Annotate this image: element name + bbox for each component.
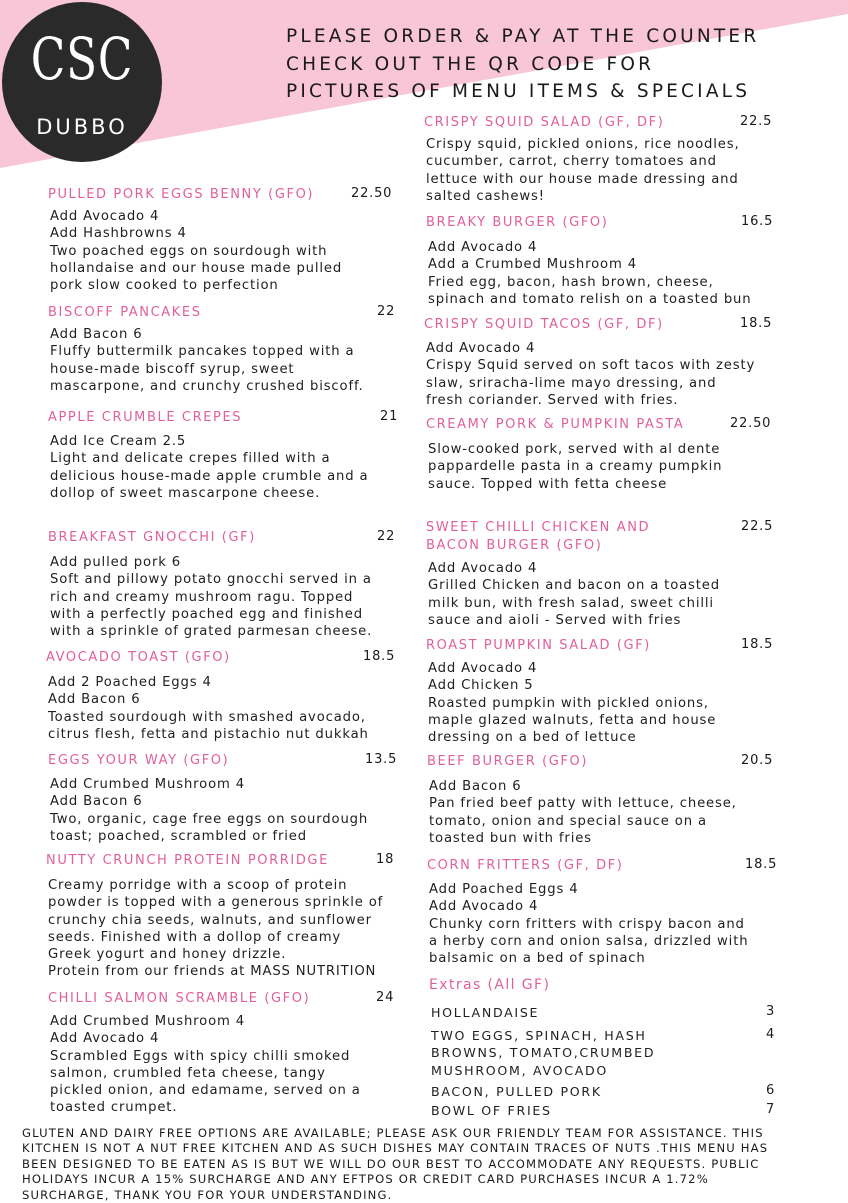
item-title: NUTTY CRUNCH PROTEIN PORRIDGE — [46, 853, 329, 868]
item-line: sauce and aioli - Served with fries — [428, 612, 682, 628]
item-line: slaw, sriracha-lime mayo dressing, and — [426, 375, 717, 391]
extra-line: BACON, PULLED PORK — [431, 1084, 602, 1099]
item-title: BISCOFF PANCAKES — [48, 305, 202, 320]
item-price: 18.5 — [740, 316, 773, 331]
item-description — [426, 340, 755, 409]
item-line: with a perfectly poached egg and finished — [50, 606, 363, 622]
extra-line: HOLLANDAISE — [431, 1005, 540, 1020]
item-line: balsamic on a bed of spinach — [429, 951, 646, 967]
extra-price: 7 — [766, 1102, 775, 1117]
extra-item — [431, 1102, 552, 1119]
item-line: sauce. Topped with fetta cheese — [428, 476, 668, 492]
item-line: salted cashews! — [426, 188, 545, 204]
header-line: PLEASE ORDER & PAY AT THE COUNTER — [286, 26, 760, 47]
item-line: hollandaise and our house made pulled — [50, 260, 343, 276]
logo-text: CSC — [30, 25, 134, 93]
footer-line: HOLIDAYS INCUR A 15% SURCHARGE AND ANY EFTPOS OR CREDIT CARD PURCHASES INCUR A 1.72% — [22, 1172, 709, 1187]
extra-price: 3 — [766, 1004, 775, 1019]
item-line: Soft and pillowy potato gnocchi served in a — [50, 572, 372, 588]
footer-line: GLUTEN AND DAIRY FREE OPTIONS ARE AVAILABLE; PLEASE ASK OUR FRIENDLY TEAM FOR ASSISTANCE. THIS — [22, 1126, 764, 1140]
item-description — [428, 660, 716, 746]
item-line: Fried egg, bacon, hash brown, cheese, — [428, 274, 714, 290]
item-line: dressing on a bed of lettuce — [428, 730, 637, 746]
item-line: fresh coriander. Served with fries. — [426, 392, 679, 408]
item-price: 22 — [377, 304, 396, 319]
item-price: 18.5 — [745, 857, 778, 872]
item-price: 24 — [376, 990, 395, 1005]
item-title: CRISPY SQUID TACOS (GF, DF) — [424, 317, 664, 332]
item-line: Add Avocado 4 — [429, 899, 539, 915]
item-title: CRISPY SQUID SALAD (GF, DF) — [424, 115, 665, 130]
item-line: Add pulled pork 6 — [50, 555, 181, 570]
footer-line: KITCHEN IS NOT A NUT FREE KITCHEN AND AS SUCH DISHES MAY CONTAIN TRACES OF NUTS .THIS MENU HAS — [22, 1141, 769, 1156]
logo-subtext: DUBBO — [36, 115, 128, 139]
item-line: toasted crumpet. — [50, 1100, 178, 1116]
item-line: a herby corn and onion salsa, drizzled with — [429, 933, 749, 949]
item-price: 13.5 — [365, 752, 398, 767]
item-line: Add Crumbed Mushroom 4 — [50, 1014, 245, 1029]
item-line: dollop of sweet mascarpone cheese. — [50, 485, 321, 501]
item-line: Add 2 Poached Eggs 4 — [48, 675, 212, 690]
item-line: Crispy Squid served on soft tacos with zesty — [426, 358, 756, 374]
item-line: crunchy chia seeds, walnuts, and sunflower — [48, 912, 372, 928]
extra-line: BROWNS, TOMATO,CRUMBED — [431, 1045, 656, 1061]
item-description — [428, 441, 722, 493]
item-line: toast; poached, scrambled or fried — [50, 828, 307, 844]
item-line: Pan fried beef patty with lettuce, cheese, — [429, 796, 737, 812]
item-title: BREAKFAST GNOCCHI (GF) — [48, 530, 256, 545]
item-line: Add Bacon 6 — [50, 327, 143, 342]
item-line: seeds. Finished with a dollop of creamy — [48, 929, 342, 945]
footer-line: BEEN DESIGNED TO BE EATEN AS IS BUT WE WILL DO OUR BEST TO ACCOMMODATE ANY REQUESTS. PUBLIC — [22, 1156, 760, 1171]
item-title: SWEET CHILLI CHICKEN AND — [426, 520, 651, 535]
item-description — [428, 560, 720, 629]
item-title: BACON BURGER (GFO) — [426, 538, 603, 553]
item-line: Add Bacon 6 — [429, 779, 522, 794]
item-line: spinach and tomato relish on a toasted bun — [428, 291, 752, 307]
extra-line: MUSHROOM, AVOCADO — [431, 1062, 609, 1078]
item-line: delicious house-made apple crumble and a — [50, 468, 369, 484]
item-line: Add Bacon 6 — [48, 692, 141, 708]
extra-item — [431, 1004, 539, 1021]
item-line: Add Avocado 4 — [428, 561, 538, 576]
item-line: Greek yogurt and honey drizzle. — [48, 947, 287, 963]
item-price: 22.50 — [351, 186, 393, 201]
header-line: CHECK OUT THE QR CODE FOR — [286, 53, 655, 75]
order-instructions — [286, 23, 759, 106]
item-title: PULLED PORK EGGS BENNY (GFO) — [48, 187, 315, 202]
extra-line: BOWL OF FRIES — [431, 1103, 552, 1118]
extra-price: 4 — [766, 1027, 775, 1042]
item-description — [50, 433, 368, 502]
item-line: house-made biscoff syrup, sweet — [50, 361, 295, 377]
item-title: ROAST PUMPKIN SALAD (GF) — [426, 638, 651, 653]
item-line: Add Avocado 4 — [50, 209, 160, 224]
item-line: Grilled Chicken and bacon on a toasted — [428, 578, 720, 594]
item-line: lettuce with our house made dressing and — [426, 171, 739, 187]
item-line: Add a Crumbed Mushroom 4 — [428, 257, 637, 273]
extra-item — [431, 1083, 602, 1100]
item-description — [50, 208, 342, 294]
item-line: Slow-cooked pork, served with al dente — [428, 442, 721, 457]
item-description — [426, 136, 739, 205]
item-line: Add Crumbed Mushroom 4 — [50, 777, 245, 792]
item-price: 20.5 — [741, 753, 774, 768]
item-line: Add Chicken 5 — [428, 678, 534, 694]
item-description — [50, 1013, 361, 1117]
item-line: Add Avocado 4 — [428, 661, 538, 676]
item-line: maple glazed walnuts, fetta and house — [428, 712, 717, 728]
item-line: with a sprinkle of grated parmesan cheese. — [50, 624, 373, 640]
item-line: Add Bacon 6 — [50, 794, 143, 810]
item-price: 22 — [377, 529, 396, 544]
item-price: 16.5 — [741, 214, 774, 229]
item-line: salmon, crumbled feta cheese, tangy — [50, 1065, 326, 1081]
item-line: milk bun, with fresh salad, sweet chilli — [428, 595, 714, 611]
item-line: tomato, onion and special sauce on a — [429, 813, 707, 829]
item-price: 22.5 — [740, 114, 773, 129]
extra-item — [431, 1027, 655, 1079]
item-line: Add Hashbrowns 4 — [50, 226, 187, 242]
item-line: Creamy porridge with a scoop of protein — [48, 878, 348, 893]
item-description — [428, 239, 751, 308]
item-title: CORN FRITTERS (GF, DF) — [427, 858, 624, 873]
extra-line: TWO EGGS, SPINACH, HASH — [431, 1028, 647, 1043]
item-price: 22.5 — [741, 519, 774, 534]
item-line: Add Ice Cream 2.5 — [50, 434, 187, 449]
item-line: citrus flesh, fetta and pistachio nut dukkah — [48, 726, 369, 742]
item-title: BREAKY BURGER (GFO) — [426, 215, 609, 230]
item-line: toasted bun with fries — [429, 830, 592, 846]
csc-dubbo-logo — [2, 2, 162, 162]
item-line: Light and delicate crepes filled with a — [50, 451, 331, 467]
item-line: Crispy squid, pickled onions, rice noodles, — [426, 137, 740, 152]
item-line: powder is topped with a generous sprinkle of — [48, 895, 384, 911]
item-title: BEEF BURGER (GFO) — [427, 754, 589, 769]
item-line: pickled onion, and edamame, served on a — [50, 1083, 361, 1099]
item-line: Two, organic, cage free eggs on sourdough — [50, 811, 369, 827]
item-description — [429, 881, 748, 967]
item-line: cucumber, carrot, cherry tomatoes and — [426, 154, 717, 170]
item-description — [48, 877, 383, 981]
item-line: Roasted pumpkin with pickled onions, — [428, 695, 709, 711]
item-description — [48, 674, 369, 743]
footer-line: SURCHARGE, THANK YOU FOR YOUR UNDERSTANDING. — [22, 1187, 393, 1202]
item-line: pappardelle pasta in a creamy pumpkin — [428, 459, 723, 475]
item-title: AVOCADO TOAST (GFO) — [46, 650, 231, 665]
item-line: Chunky corn fritters with crispy bacon and — [429, 916, 745, 932]
item-line: rich and creamy mushroom ragu. Topped — [50, 589, 354, 605]
item-price: 22.50 — [730, 416, 772, 431]
item-line: Protein from our friends at MASS NUTRITION — [48, 964, 377, 980]
item-line: mascarpone, and crunchy crushed biscoff. — [50, 378, 364, 394]
item-title: APPLE CRUMBLE CREPES — [48, 410, 243, 425]
item-description — [429, 778, 737, 847]
item-description — [50, 554, 372, 640]
item-line: Add Avocado 4 — [428, 240, 538, 255]
item-title: CREAMY PORK & PUMPKIN PASTA — [426, 417, 685, 432]
item-title: CHILLI SALMON SCRAMBLE (GFO) — [48, 991, 311, 1006]
footer-notice — [22, 1126, 768, 1203]
item-line: Add Poached Eggs 4 — [429, 882, 579, 897]
item-line: Fluffy buttermilk pancakes topped with a — [50, 344, 355, 360]
item-description — [50, 326, 364, 395]
item-line: Toasted sourdough with smashed avocado, — [48, 709, 366, 725]
item-line: Add Avocado 4 — [50, 1031, 160, 1047]
item-price: 21 — [380, 409, 399, 424]
extras-title: Extras (All GF) — [429, 977, 551, 993]
item-price: 18.5 — [363, 649, 396, 664]
item-title: EGGS YOUR WAY (GFO) — [48, 753, 230, 768]
item-line: Scrambled Eggs with spicy chilli smoked — [50, 1048, 351, 1064]
item-line: Add Avocado 4 — [426, 341, 536, 356]
item-price: 18 — [376, 852, 395, 867]
item-line: pork slow cooked to perfection — [50, 278, 279, 294]
item-description — [50, 776, 368, 845]
extra-price: 6 — [766, 1083, 775, 1098]
header-line: PICTURES OF MENU ITEMS & SPECIALS — [286, 81, 751, 102]
item-price: 18.5 — [741, 637, 774, 652]
item-line: Two poached eggs on sourdough with — [50, 243, 328, 259]
